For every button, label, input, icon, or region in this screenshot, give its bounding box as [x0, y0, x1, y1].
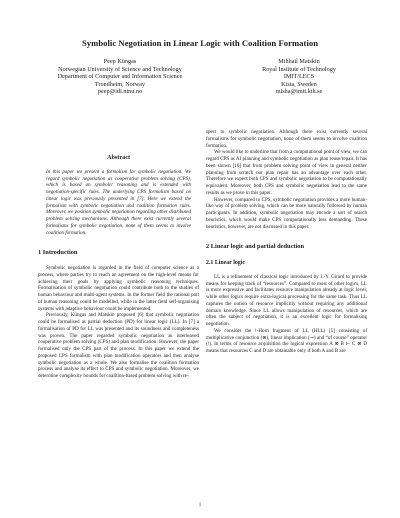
- paper-title: Symbolic Negotiation in Linear Logic with Coalition Formation: [81, 38, 319, 48]
- right-column: [206, 129, 367, 355]
- author-name: Peep Küngas: [103, 58, 137, 65]
- author-affiliation: Royal Institute of Technology: [262, 65, 336, 73]
- author-name: Mihhail Matskin: [278, 58, 320, 65]
- author-block-2: [224, 58, 374, 96]
- author-department: Department of Computer and Information Science: [57, 73, 183, 81]
- author-email: peep@idi.ntnu.no: [97, 88, 143, 96]
- author-location: Trondheim, Norway: [94, 80, 146, 88]
- abstract-text: In this paper we present a formalism for symbolic negotiation. We regard symbolic negotiation as cooperative problem solving (CPS), which is based on symbolic reasoning and is extended with negotiation-specific rules. The underlying CPS formalism based on linear logic was previously presented in [7]. Here we extend the formalism with symbolic negotiation and coalition formation rules. Moreover, we position symbolic negotiation regarding other distributed problem solving mechanisms. Although there exist currently several formalisms for symbolic negotiation, none of them seems to involve coalition formation.: [46, 168, 191, 236]
- author-department: IMIT/LECS: [283, 73, 315, 81]
- paragraph: spect to symbolic negotiation. Although there exist currently several formalisms for symbolic negotiation, none of them seems to involve coalition formation.: [206, 129, 367, 149]
- author-email: misha@imit.kth.se: [275, 88, 323, 96]
- section-heading-linear-logic: 2 Linear logic and partial deduction: [206, 243, 305, 251]
- abstract-heading: Abstract: [106, 154, 131, 161]
- author-block-1: [38, 58, 202, 96]
- page-number: 1: [198, 503, 202, 508]
- left-column: [38, 128, 199, 380]
- paragraph: Symbolic negotiation is regarded in the field of computer science as a process, where parties try to reach an agreement on the high-level means for achieving their goals by applying symbolic reasoning techniques. Formalisation of symbolic negotiation could contribute both to the studies of human behaviour and multi-agent systems. In the former field the rational part of human reasoning could be modelled, while in the latter field self-organising systems with adaptive behaviour could be implemented.: [38, 265, 199, 312]
- paragraph: LL is a refinement of classical logic introduced by J.-Y. Girard to provide means for keeping track of “resources”. Compared to most of other logics, LL is more expressive and facilitates resource manipulation already at logic level, while other logics require extra-logical processing for the same task. Thus LL captures the notion of resource implicitly without requiring any additional domain knowledge. Since LL allows manipulation of resources, which are often the subject of negotiation, it is an excellent logic for formalising negotiation.: [206, 273, 367, 327]
- paragraph: We consider the !-Horn fragment of LL (HLL) [5] consisting of multiplicative conjunction (⊗), linear implication (⊸) and “of course” operator (!). In terms of resource acquisition the logical expression A ⊗ B ⊢ C ⊗ D means that resources C and D are obtainable only if both A and B are: [206, 327, 367, 354]
- author-affiliation: Norwegian University of Science and Technology: [58, 65, 182, 73]
- paragraph: Previously, Küngas and Matskin proposed [6] that symbolic negotiation could be formalised as partial deduction (PD) for linear logic (LL). In [7] a formalisation of PD for LL was presented and its soundness and completeness was proven. The paper regarded symbolic negotiation as interleaved cooperative problem solving (CPS) and plan modification. However, the paper formalised only the CPS part of the process. In this paper we extend the proposed CPS formalism with plan modification operators and then analyse symbolic negotiation as a whole. We also formalise the coalition formation process and analyse its effect to CPS and symbolic negotiation. Moreover, we determine complexity bounds for coalition-based problem solving with re-: [38, 312, 199, 379]
- section-heading-introduction: 1 Introduction: [38, 249, 78, 257]
- paragraph: However, compared to CPS, symbolic negotiation provides a more human-like way of problem solving, which can be more naturally followed by human participants. In addition, symbolic negotiation may encode a sort of search heuristics, which would make CPS computationally less demanding. These heuristics, however, are not discussed in this paper.: [206, 196, 367, 230]
- author-location: Kista, Sweden: [281, 80, 317, 88]
- subsection-heading-linear-logic: 2.1 Linear logic: [206, 260, 245, 266]
- paragraph: We would like to underline that from a computational point of view, we can regard CPS as AI planning and symbolic negotiation as plan reuse/repair. It has been shown [10] that from problem solving point of view in general neither planning from scratch nor plan repair has an advantage over each other. Therefore we expect both CPS and symbolic negotiation to be computationally equivalent. Moreover, both CPS and symbolic negotiation lead to the same results as we prove in this paper.: [206, 149, 367, 196]
